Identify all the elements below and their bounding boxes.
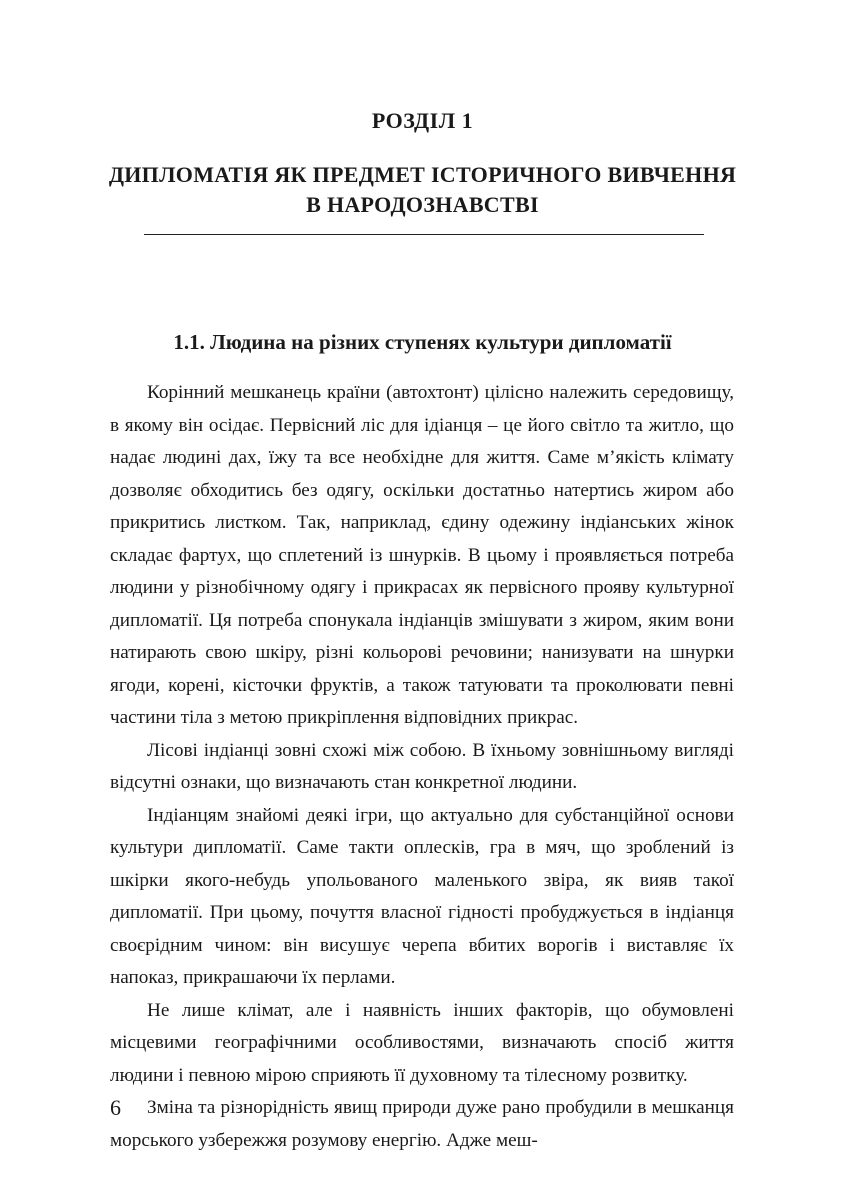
paragraph: Не лише клімат, але і наявність інших факторів, що обумовлені місцевими географічними особливостями, визначають спосіб життя людини і певною мірою сприяють її духовному та тілесному розвитку. [110, 999, 734, 1086]
paragraph: Зміна та різнорідність явищ природи дуже рано пробудили в мешканця морського узбережжя розумову енергію. Адже меш- [110, 1097, 734, 1151]
paragraph: Індіанцям знайомі деякі ігри, що актуально для субстанційної основи культури дипломатії. Саме такти оплесків, гра в мяч, що зроблений із шкірки якого-небудь упольованого маленького звіра, як вияв такої дипломатії. При цьому, почуття власної гідності пробуджується в індіанця своєрідним чином: він висушує черепа вбитих ворогів і виставляє їх напоказ, прикрашаючи їх перлами. [110, 804, 734, 988]
title-divider [144, 234, 704, 235]
section-heading: 1.1. Людина на різних ступенях культури дипломатії [173, 330, 672, 354]
page-number: 6 [110, 1095, 121, 1120]
chapter-title: ДИПЛОМАТІЯ ЯК ПРЕДМЕТ ІСТОРИЧНОГО ВИВЧЕННЯ В НАРОДОЗНАВСТВІ [108, 162, 737, 217]
paragraph: Корінний мешканець країни (автохтонт) цілісно належить середовищу, в якому він осідає. Первісний ліс для ідіанця – це його світло та житло, що надає людині дах, їжу та все необхідне для життя. Саме м’якість клімату дозволяє обходитись без одягу, оскільки достатньо натертись жиром або прикритись листком. Так, наприклад, єдину одежину індіанських жінок складає фартух, що сплетений із шнурків. В цьому і проявляється потреба людини у різнобічному одягу і прикрасах як первісного прояву культурної дипломатії. Ця потреба спонукала індіанців змішувати з жиром, яким вони натирають свою шкіру, різні кольорові речовини; нанизувати на шнурки ягоди, корені, кісточки фруктів, а також татуювати та проколювати певні частини тіла з метою прикріплення відповідних прикрас. [110, 382, 734, 728]
chapter-label: РОЗДІЛ 1 [371, 108, 474, 133]
paragraph: Лісові індіанці зовні схожі між собою. В їхньому зовнішньому вигляді відсутні ознаки, що визначають стан конкретної людини. [110, 739, 734, 793]
body-text [110, 377, 734, 1157]
